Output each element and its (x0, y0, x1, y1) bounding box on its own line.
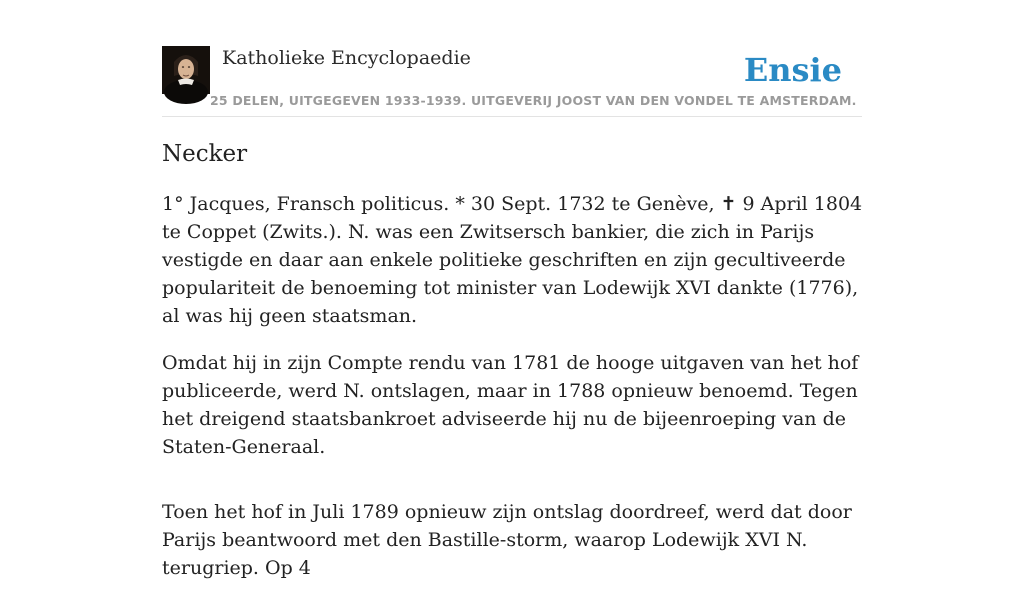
portrait-avatar-icon[interactable] (162, 46, 210, 94)
article-paragraph: 1° Jacques, Fransch politicus. * 30 Sept. 1732 te Genève, ✝ 9 April 1804 te Coppet (Zwits.). N. was een Zwitsersch bankier, die zich in Parijs vestigde en daar aan enkele politieke geschriften en zijn gecultiveerde populariteit de benoeming tot minister van Lodewijk XVI dankte (1776), al was hij geen staatsman. (162, 193, 863, 327)
article-paragraph: Toen het hof in Juli 1789 opnieuw zijn ontslag doordreef, werd dat door Parijs beantwoord met den Bastille-storm, waarop Lodewijk XVI N. terugriep. Op 4 (162, 501, 852, 579)
article-paragraph: Omdat hij in zijn Compte rendu van 1781 de hooge uitgaven van het hof publiceerde, werd N. ontslagen, maar in 1788 opnieuw benoemd. Tegen het dreigend staatsbankroet adviseerde hij nu de bijeenroeping van de Staten-Generaal. (162, 352, 859, 458)
article-title: Necker (162, 141, 248, 167)
publication-title[interactable]: Katholieke Encyclopaedie (222, 47, 471, 69)
site-header (162, 46, 862, 117)
ensie-logo-link[interactable]: Ensie (743, 51, 842, 89)
article-content (162, 138, 866, 601)
publication-subtitle: 25 DELEN, UITGEGEVEN 1933-1939. UITGEVERIJ JOOST VAN DEN VONDEL TE AMSTERDAM. (210, 93, 857, 108)
